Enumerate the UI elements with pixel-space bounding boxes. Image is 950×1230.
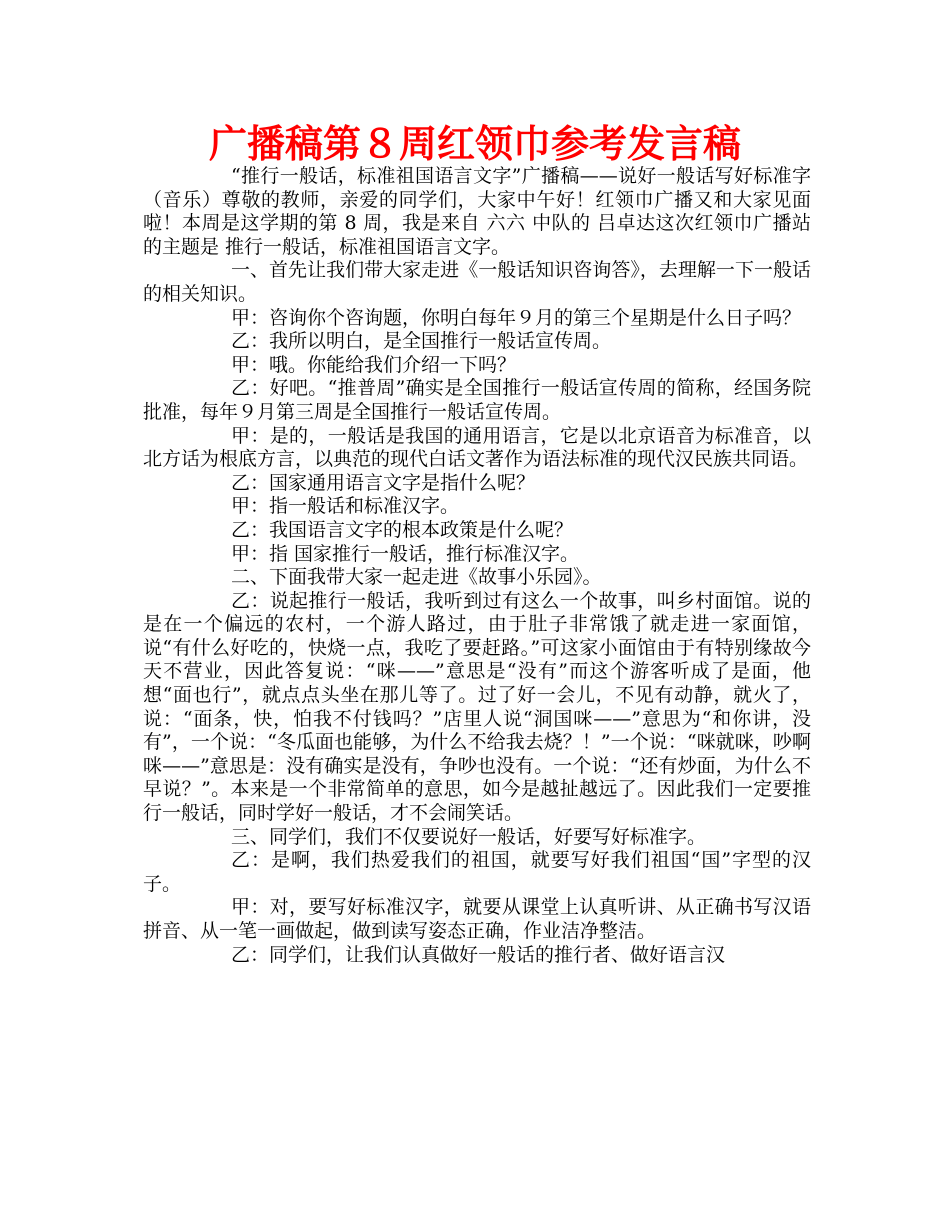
paragraph-dialogue: 甲：对，要写好标准汉字，就要从课堂上认真听讲、从正确书写汉语拼音、从一笔一画做起，做到读写姿态正确，作业洁净整洁。 [143,896,811,942]
paragraph-dialogue: 乙：我所以明白，是全国推行一般话宣传周。 [231,330,612,353]
paragraph-dialogue: 甲：哦。你能给我们介绍一下吗？ [231,353,517,376]
paragraph-dialogue: 甲：指 国家推行一般话，推行标准汉字。 [231,542,580,565]
paragraph-section-one: 一、首先让我们带大家走进《一般话知识咨询答》，去理解一下一般话的相关知识。 [143,259,811,305]
paragraph-story: 乙：说起推行一般话，我听到过有这么一个故事，叫乡村面馆。说的是在一个偏远的农村，一个游人路过，由于肚子非常饿了就走进一家面馆，说“有什么好吃的，快烧一点，我吃了要赶路。”可这家小面馆由于有特别缘故今天不营业，因此答复说：“咪——”意思是“没有”而这个游客听成了是面，他想“面也行”，就点点头坐在那儿等了。过了好一会儿，不见有动静，就火了，说：“面条，快，怕我不付钱吗？”店里人说“洞国咪——”意思为“和你讲，没有”，一个说：“冬瓜面也能够，为什么不给我去烧？！”一个说：“咪就咪，吵啊咪——”意思是：没有确实是没有，争吵也没有。一个说：“还有炒面，为什么不早说？”。本来是一个非常简单的意思，如今是越扯越远了。因此我们一定要推行一般话，同时学好一般话，才不会闹笑话。 [143,589,811,825]
document-body [143,165,811,967]
paragraph-section-two: 二、下面我带大家一起走进《故事小乐园》。 [231,566,602,589]
paragraph-dialogue: 乙：同学们，让我们认真做好一般话的推行者、做好语言汉 [231,943,726,966]
paragraph-dialogue: 甲：是的，一般话是我国的通用语言，它是以北京语音为标准音，以北方话为根底方言，以典范的现代白话文著作为语法标准的现代汉民族共同语。 [143,424,811,471]
paragraph-intro: “推行一般话，标准祖国语言文字”广播稿——说好一般话写好标准字（音乐）尊敬的教师，亲爱的同学们，大家中午好！红领巾广播又和大家见面啦！本周是这学期的第 8 周，我是来自 六六 中队的 吕卓达这次红领巾广播站的主题是 推行一般话，标准祖国语言文字。 [143,165,811,258]
paragraph-dialogue: 乙：好吧。“推普周”确实是全国推行一般话宣传周的简称，经国务院批准，每年９月第三周是全国推行一般话宣传周。 [143,377,811,423]
paragraph-dialogue: 甲：指一般话和标准汉字。 [231,495,460,518]
paragraph-dialogue: 乙：我国语言文字的根本政策是什么呢？ [231,518,574,541]
document-title: 广播稿第８周红领巾参考发言稿 [208,122,741,166]
paragraph-section-three: 三、同学们，我们不仅要说好一般话，好要写好标准字。 [231,825,707,848]
paragraph-dialogue: 乙：国家通用语言文字是指什么呢？ [231,471,536,494]
paragraph-dialogue: 乙：是啊，我们热爱我们的祖国，就要写好我们祖国“国”字型的汉子。 [143,849,811,895]
paragraph-dialogue: 甲：咨询你个咨询题，你明白每年９月的第三个星期是什么日子吗？ [231,306,802,329]
